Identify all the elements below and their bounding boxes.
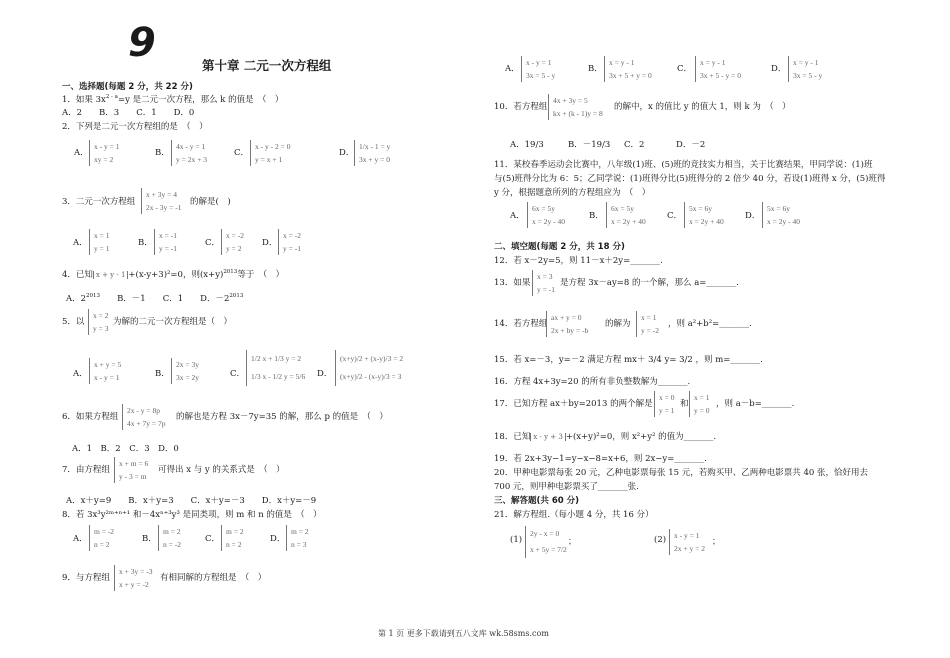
q9-option-d-label: D． [771, 64, 787, 74]
question-3-pre: 3．二元一次方程组 [62, 197, 136, 207]
q11-option-b-label: B． [589, 211, 604, 221]
q9-option-d: x = y - 1 3x = 5 - y [788, 56, 822, 82]
question-10-pre: 10．若方程组 [494, 102, 548, 112]
q1-post: =y 是二元一次方程，那么 k 的值是 （ ） [117, 95, 284, 105]
q10-system: 4x + 3y = 5 kx + (k - 1)y = 8 [548, 94, 603, 120]
q4-post: 等于 （ ） [237, 270, 285, 280]
q1-sup: 2 - a [105, 94, 118, 101]
question-11-line-1: 11．某校春季运动会比赛中，八年级(1)班、(5)班的竞技实力相当，关于比赛结果，甲同学说：(1)班 [494, 160, 873, 170]
q2-option-a: x - y = 1 xy = 2 [89, 140, 119, 166]
question-17-pre: 17．已知方程 ax＋by=2013 的两个解是 [494, 399, 653, 409]
question-16: 16．方程 4x+3y=20 的所有非负整数解为_______. [494, 377, 691, 387]
q4-option-a-sup: 2013 [86, 293, 101, 300]
question-17-post: ，则 a－b=_______. [716, 399, 795, 409]
q3-system: x + 3y = 4 2x - 3y = -1 [141, 188, 181, 214]
q10-option-c: C．2 [624, 140, 645, 150]
question-9-post: 有相同解的方程组是 （ ） [160, 573, 267, 583]
q21-part-2-sep: ； [712, 537, 721, 547]
question-13-pre: 13．如果 [494, 278, 531, 288]
q17-system: x = 0 y = 1 [654, 391, 674, 417]
q4-sup: 2013 [223, 269, 238, 276]
question-10-post: 的解中，x 的值比 y 的值大 1，则 k 为 （ ） [614, 102, 791, 112]
question-9-pre: 9．与方程组 [62, 573, 110, 583]
q21-part-1-label: (1) [510, 535, 523, 545]
q1-pre: 1．如果 3x [62, 95, 106, 105]
q4-abs: x + y - 1 [93, 271, 129, 279]
q6-options: A．1 B．2 C．3 D．0 [72, 444, 179, 454]
q21-part-2-system: x - y = 1 2x + y = 2 [669, 529, 705, 555]
q18-pre: 18．已知 [494, 432, 531, 442]
question-21: 21．解方程组.（每小题 4 分，共 16 分） [494, 510, 654, 520]
q10-option-b: B．－19/3 [568, 140, 611, 150]
q18-post: +(x+y)²=0，则 x²+y² 的值为_______. [565, 432, 717, 442]
q2-option-b: 4x - y = 1 y = 2x + 3 [171, 140, 207, 166]
q9-option-c: x = y - 1 3x + 5 - y = 0 [695, 56, 741, 82]
q7-options: A．x＋y=9 B．x＋y=3 C．x＋y=－3 D．x＋y=－9 [66, 496, 317, 506]
q3-option-b-label: B． [138, 238, 153, 248]
q10-option-a: A．19/3 [510, 140, 544, 150]
q9-option-b-label: B． [588, 64, 603, 74]
q18-abs: x - y + 3 [530, 433, 566, 441]
q11-option-b: 6x = 5y x = 2y + 40 [606, 202, 646, 228]
q5-option-c: 1/2 x + 1/3 y = 2 1/3 x - 1/2 y = 5/6 [246, 350, 305, 386]
question-7-pre: 7．由方程组 [62, 465, 110, 475]
question-5-post: 为解的二元一次方程组是（ ） [113, 317, 233, 327]
question-11-line-3: y 分，根据题意所列的方程组应为 （ ） [494, 188, 651, 198]
q4-option-d-sup: 2013 [229, 293, 244, 300]
q4-option-bcd: B．－1 C．1 D．－2 [117, 294, 230, 304]
q14-system-2: x = 1 y = -2 [636, 311, 659, 337]
q5-option-d: (x+y)/2 + (x-y)/3 = 2 (x+y)/2 - (x-y)/3 = 3 [335, 350, 403, 386]
section-heading-fill: 二、填空题(每题 2 分，共 18 分) [494, 242, 625, 252]
q7-system: x + m = 6 y - 3 = m [114, 457, 148, 483]
q1-options: A．2 B．3 C．1 D．0 [62, 108, 195, 118]
question-3-post: 的解是( ) [190, 197, 231, 207]
q9-option-a-label: A． [505, 64, 520, 74]
q14-system: ax + y = 0 2x + by = -b [546, 311, 588, 337]
q5-system: x = 2 y = 3 [88, 309, 108, 335]
q5-option-d-label: D． [317, 369, 333, 379]
question-12: 12．若 x－2y=5，则 11－x＋2y=_______. [494, 256, 663, 266]
q17-system-2: x = 1 y = 0 [689, 391, 709, 417]
q8-option-a: m = -2 n = 2 [89, 525, 114, 551]
q2-option-d-label: D． [339, 148, 355, 158]
q3-option-a-label: A． [73, 238, 88, 248]
question-11-line-2: 与(5)班得分比为 6：5；乙同学说：(1)班得分比(5)班得分的 2 倍少 40 分，若设(1)班得 x 分，(5)班得 [494, 174, 886, 184]
q13-system: x = 3 y = -1 [532, 270, 555, 296]
q2-option-d: 1/x - 1 = y 3x + y = 0 [354, 140, 390, 166]
question-1 [62, 93, 283, 105]
question-20-line-2: 700 元，则甲种电影票买了_______张. [494, 482, 639, 492]
question-17-mid: 和 [680, 399, 689, 409]
q3-option-a: x = 1 y = 1 [89, 229, 109, 255]
q3-option-c-label: C． [205, 238, 221, 248]
q6-system: 2x - y = 8p 4x + 7y = 7p [122, 404, 165, 430]
q11-option-a: 6x = 5y x = 2y - 40 [527, 202, 565, 228]
section-heading-choice: 一、选择题(每题 2 分，共 22 分) [62, 82, 193, 92]
q3-option-d-label: D． [262, 238, 278, 248]
question-5-pre: 5．以 [62, 317, 85, 327]
q8-option-c: m = 2 n = 2 [221, 525, 244, 551]
q2-option-b-label: B． [155, 148, 170, 158]
q4-option-a: A．2 [66, 294, 87, 304]
question-6-post: 的解也是方程 3x－7y=35 的解，那么 p 的值是 （ ） [176, 412, 388, 422]
question-14-post: ，则 a²+b²=_______. [668, 319, 752, 329]
q4-mid: +(x-y+3)²=0，则(x+y) [128, 270, 224, 280]
q5-option-a-label: A． [73, 369, 88, 379]
q11-option-d-label: D． [745, 211, 761, 221]
q8-option-b: m = 2 n = -2 [158, 525, 181, 551]
question-15: 15．若 x=－3，y=－2 满足方程 mx＋ 3/4 y= 3/2 ，则 m=_______. [494, 355, 763, 365]
q21-part-1-system: 2y - x = 0 x + 5y = 7/2 [525, 526, 567, 558]
page-number-badge: 9 [128, 20, 156, 66]
question-18 [494, 430, 716, 442]
q2-option-c: x - y - 2 = 0 y = x + 1 [250, 140, 290, 166]
q5-option-b: 2x = 3y 3x = 2y [171, 358, 199, 384]
q2-option-c-label: C． [234, 148, 250, 158]
question-8: 8．若 3x³y²ᵐ⁺ⁿ⁺¹ 和－4xⁿ⁺³y³ 是同类项，则 m 和 n 的值是 （ ） [62, 510, 322, 520]
question-14-mid: 的解为 [605, 319, 631, 329]
q11-option-c: 5x = 6y x = 2y + 40 [684, 202, 724, 228]
question-20-line-1: 20．甲种电影票每张 20 元，乙种电影票每张 15 元，若购买甲、乙两种电影票共 40 张，恰好用去 [494, 468, 868, 478]
question-14-pre: 14．若方程组 [494, 319, 548, 329]
q3-option-d: x = -2 y = -1 [278, 229, 301, 255]
q9-option-a: x - y = 1 3x = 5 - y [521, 56, 555, 82]
q5-option-b-label: B． [155, 369, 170, 379]
q21-part-2-label: (2) [654, 535, 667, 545]
q10-option-d: D．－2 [676, 140, 706, 150]
q3-option-c: x = -2 y = 2 [221, 229, 244, 255]
q5-option-c-label: C． [230, 369, 246, 379]
q2-option-a-label: A． [74, 148, 89, 158]
q4-pre: 4．已知 [62, 270, 93, 280]
question-7-post: 可得出 x 与 y 的关系式是 （ ） [158, 465, 285, 475]
q8-option-c-label: C． [205, 534, 221, 544]
q8-option-b-label: B． [142, 534, 157, 544]
q9-option-c-label: C． [677, 64, 693, 74]
q3-option-b: x = -1 y = -1 [154, 229, 177, 255]
section-heading-solve: 三、解答题(共 60 分) [494, 496, 580, 506]
q9-system: x + 3y = -3 x + y = -2 [114, 565, 152, 591]
q21-part-1-sep: ； [568, 537, 577, 547]
q8-option-a-label: A． [73, 534, 88, 544]
q5-option-a: x + y = 5 x - y = 1 [89, 358, 121, 384]
q9-option-b: x = y - 1 3x + 5 + y = 0 [604, 56, 652, 82]
q8-option-d-label: D． [270, 534, 286, 544]
question-2: 2．下列是二元一次方程组的是 （ ） [62, 122, 208, 132]
q11-option-c-label: C． [667, 211, 683, 221]
q8-option-d: m = 2 n = 3 [286, 525, 309, 551]
question-19: 19．若 2x+3y−1=y−x−8=x+6，则 2x−y=_______. [494, 454, 707, 464]
q11-option-d: 5x = 6y x = 2y - 40 [762, 202, 800, 228]
q4-options [66, 292, 243, 304]
page-footer: 第 1 页 更多下载请到五八文库 wk.58sms.com [378, 629, 549, 638]
chapter-title: 第十章 二元一次方程组 [202, 58, 332, 73]
q11-option-a-label: A． [510, 211, 525, 221]
question-13-post: 是方程 3x－ay=8 的一个解，那么 a=_______. [560, 278, 739, 288]
question-6-pre: 6．如果方程组 [62, 412, 119, 422]
question-4 [62, 268, 284, 280]
